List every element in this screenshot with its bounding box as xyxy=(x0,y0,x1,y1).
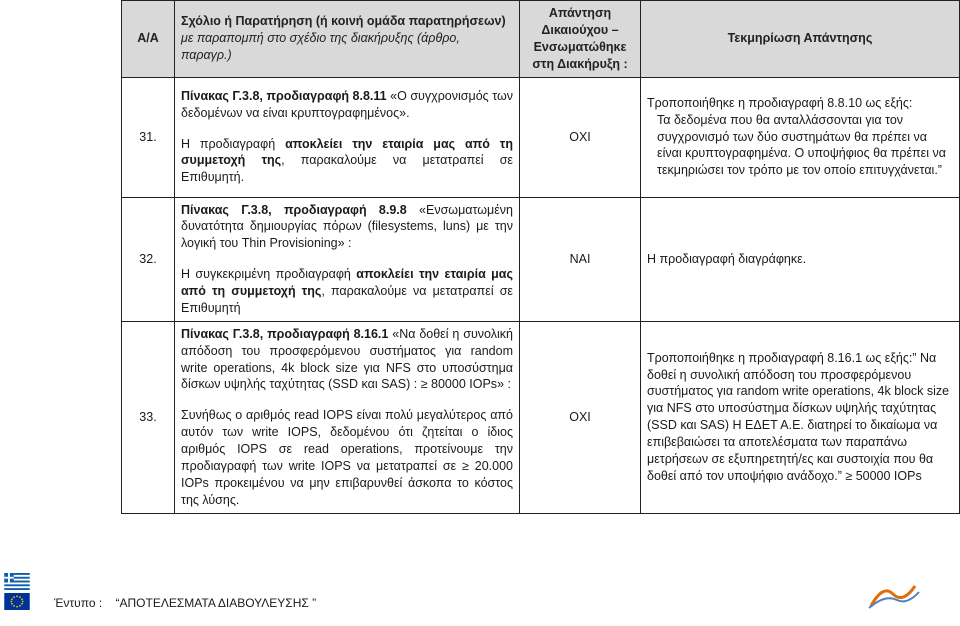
justification-cell: Τροποποιήθηκε η προδιαγραφή 8.8.10 ως εξής: Τα δεδομένα που θα ανταλλάσσονται για τον συγχρονισμό των δύο συστημάτων θα πρέπει να είναι κρυπτογραφημένα. Ο υποψήφιος θα πρέπει να τεκμηριώσει τον τρόπο με τον οποίο επιτυγχάνεται.” xyxy=(641,77,960,197)
observation-cell xyxy=(175,77,520,197)
answer-cell: ΟΧΙ xyxy=(520,77,641,197)
header-no: Α/Α xyxy=(122,1,175,78)
justification-cell: Η προδιαγραφή διαγράφηκε. xyxy=(641,197,960,321)
answer-cell: ΟΧΙ xyxy=(520,321,641,513)
justification-cell: Τροποποιήθηκε η προδιαγραφή 8.16.1 ως εξής:” Να δοθεί η συνολική απόδοση του προσφερόμενου συστήματος για random write operations, 4k block size για NFS στο υποσύστημα δίσκων υψηλής ταχύτητας (SSD και SAS) Η ΕΔΕΤ Α.Ε. διατηρεί το δικαίωμα να επιβεβαιώσει τα αποτελέσματα των παραπάνω μετρήσεων σε εξυπηρετητή/ες και συστοιχία που θα δοθεί από τον υποψήφιο ανάδοχο.” ≥ 50000 IOPs xyxy=(641,321,960,513)
observation-text: Η προδιαγραφή αποκλείει την εταιρία μας από τη συμμετοχή της, παρακαλούμε να μετατραπεί σε Επιθυμητή. xyxy=(181,136,513,185)
header-justification: Τεκμηρίωση Απάντησης xyxy=(641,1,960,78)
answer-cell: ΝΑΙ xyxy=(520,197,641,321)
row-number: 33. xyxy=(122,321,175,513)
row-number: 32. xyxy=(122,197,175,321)
flags-block xyxy=(4,573,30,610)
observation-reference: Πίνακας Γ.3.8, προδιαγραφή 8.8.11 «Ο συγχρονισμός των δεδομένων να είναι κρυπτογραφημένος». xyxy=(181,88,513,120)
table-header-row xyxy=(122,1,960,78)
footer-form-label xyxy=(54,596,316,610)
logo-mark-icon xyxy=(863,580,923,610)
digital-greece-logo xyxy=(858,580,928,615)
eu-flag-icon xyxy=(4,593,30,610)
header-observation xyxy=(175,1,520,78)
observation-reference: Πίνακας Γ.3.8, προδιαγραφή 8.16.1 «Να δοθεί η συνολική απόδοση του προσφερόμενου συστήματος για random write operations, 4k block size για NFS στο υποσύστημα δίσκων υψηλής ταχύτητας (SSD και SAS) : ≥ 80000 IOPs» : xyxy=(181,326,513,392)
header-observation-sub: με παραπομπή στο σχέδιο της διακήρυξης (άρθρο, παραγρ.) xyxy=(181,31,460,63)
observation-reference: Πίνακας Γ.3.8, προδιαγραφή 8.9.8 «Ενσωματωμένη δυνατότητα δημιουργίας πόρων (filesystems, luns) με την λογική του Thin Provisioning» : xyxy=(181,202,513,251)
observation-text: Συνήθως ο αριθμός read IOPS είναι πολύ μεγαλύτερος από αυτόν των write IOPS, δεδομένου ότι ζητείται ο ίδιος αριθμός IOPS σε read operations, προτείνουμε την προδιαγραφή των write IOPS να μετατραπεί σε ≥ 20.000 IOPs προκειμένου να μην επιβαρυνθεί άσκοπα το κόστος της λύσης. xyxy=(181,408,513,507)
row-number: 31. xyxy=(122,77,175,197)
footer-label: Έντυπο : xyxy=(54,596,103,610)
table-row xyxy=(122,321,960,513)
header-observation-title: Σχόλιο ή Παρατήρηση (ή κοινή ομάδα παρατηρήσεων) xyxy=(181,14,506,29)
observation-cell xyxy=(175,197,520,321)
observation-text: Η συγκεκριμένη προδιαγραφή αποκλείει την εταιρία μας από τη συμμετοχή της, παρακαλούμε να μετατραπεί σε Επιθυμητή xyxy=(181,267,513,315)
consultation-results-table xyxy=(121,0,960,514)
footer-title: “ΑΠΟΤΕΛΕΣΜΑΤΑ ΔΙΑΒΟΥΛΕΥΣΗΣ ” xyxy=(115,596,317,610)
header-answer: Απάντηση Δικαιούχου – Ενσωματώθηκε στη Διακήρυξη : xyxy=(520,1,641,78)
table-row xyxy=(122,77,960,197)
observation-cell xyxy=(175,321,520,513)
greek-flag-icon xyxy=(4,573,30,590)
table-row xyxy=(122,197,960,321)
